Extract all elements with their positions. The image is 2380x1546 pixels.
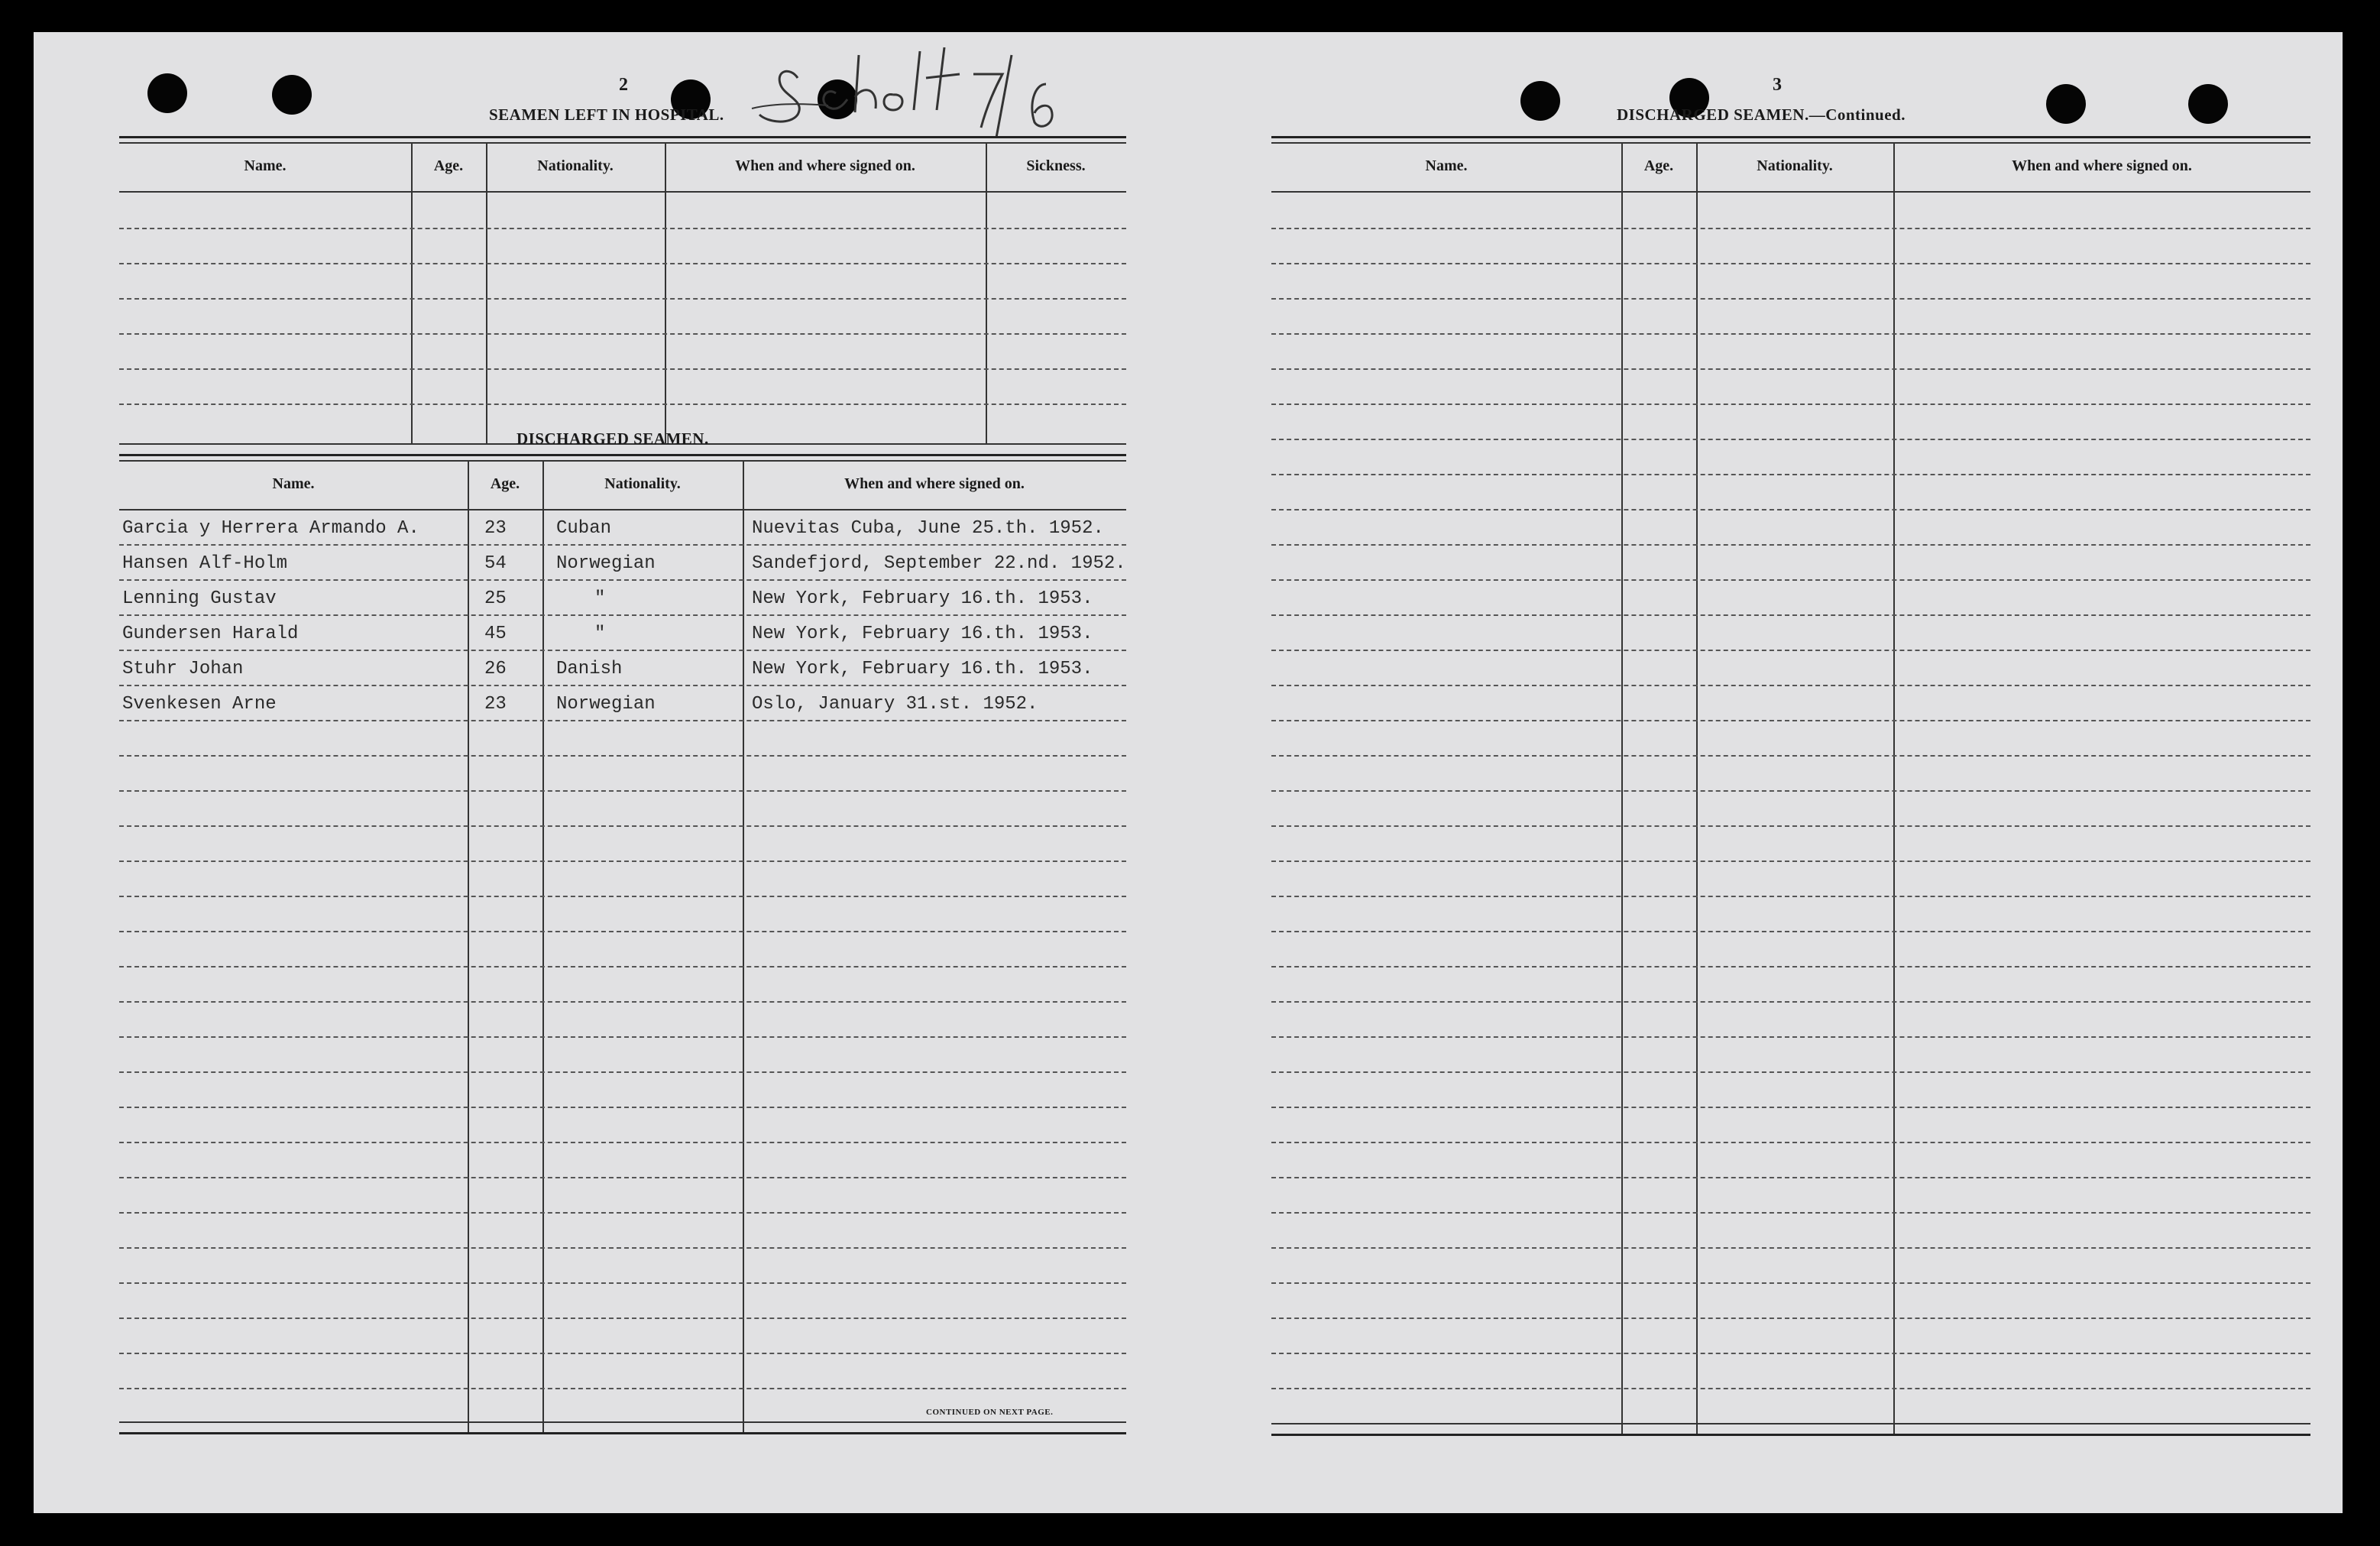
ruled-line xyxy=(1271,650,2310,651)
table-row xyxy=(34,588,1180,619)
ruled-line xyxy=(119,1177,1126,1178)
ruled-line xyxy=(119,1001,1126,1003)
ruled-line xyxy=(119,1247,1126,1249)
punch-hole xyxy=(2188,84,2228,124)
seaman-nationality: " xyxy=(594,588,606,609)
handwritten-note xyxy=(744,32,1065,147)
ruled-line xyxy=(1271,579,2310,581)
seaman-signed-on: New York, February 16.th. 1953. xyxy=(752,624,1093,644)
seaman-nationality: Cuban xyxy=(556,518,612,539)
ruled-line xyxy=(119,825,1126,827)
punch-hole xyxy=(272,75,312,115)
document-sheet xyxy=(34,32,2343,1513)
discharged-col-age: Age. xyxy=(490,475,520,492)
ruled-line xyxy=(119,1353,1126,1354)
hospital-col-nationality: Nationality. xyxy=(537,157,614,174)
continued-note: CONTINUED ON NEXT PAGE. xyxy=(926,1408,1054,1417)
punch-hole xyxy=(2046,84,2086,124)
seaman-age: 23 xyxy=(484,694,507,715)
right-col-nationality: Nationality. xyxy=(1757,157,1833,174)
ruled-line xyxy=(119,1142,1126,1143)
ruled-line xyxy=(119,966,1126,967)
ruled-line xyxy=(1271,1388,2310,1389)
seaman-name: Hansen Alf-Holm xyxy=(122,553,288,574)
ruled-line xyxy=(1271,1142,2310,1143)
seaman-name: Gundersen Harald xyxy=(122,624,299,644)
seaman-signed-on: New York, February 16.th. 1953. xyxy=(752,588,1093,609)
ruled-line xyxy=(1271,1353,2310,1354)
seaman-age: 54 xyxy=(484,553,507,574)
ruled-line xyxy=(1271,861,2310,862)
seaman-signed-on: New York, February 16.th. 1953. xyxy=(752,659,1093,679)
ruled-line xyxy=(1271,1177,2310,1178)
seaman-nationality: " xyxy=(594,624,606,644)
discharged-col-nationality: Nationality. xyxy=(604,475,681,492)
ruled-line xyxy=(1271,614,2310,616)
page-number-left: 2 xyxy=(619,75,628,95)
ruled-line xyxy=(119,1036,1126,1038)
punch-hole xyxy=(147,73,187,113)
ruled-line xyxy=(1271,368,2310,370)
hospital-col-sickness: Sickness. xyxy=(1026,157,1086,174)
ruled-line xyxy=(1271,228,2310,229)
ruled-line xyxy=(1271,1212,2310,1214)
ruled-line xyxy=(1271,1001,2310,1003)
ruled-line xyxy=(119,861,1126,862)
ruled-line xyxy=(1271,1036,2310,1038)
seaman-age: 23 xyxy=(484,518,507,539)
seaman-name: Lenning Gustav xyxy=(122,588,277,609)
punch-hole xyxy=(1520,81,1560,121)
ruled-line xyxy=(119,1212,1126,1214)
table-row xyxy=(34,553,1180,584)
ruled-line xyxy=(119,1071,1126,1073)
ruled-line xyxy=(119,790,1126,792)
ruled-line xyxy=(1271,263,2310,264)
ruled-line xyxy=(119,931,1126,932)
discharged-col-name: Name. xyxy=(272,475,315,492)
ruled-line xyxy=(1271,896,2310,897)
hospital-col-age: Age. xyxy=(433,157,464,174)
seaman-signed-on: Nuevitas Cuba, June 25.th. 1952. xyxy=(752,518,1104,539)
ruled-line xyxy=(1271,474,2310,475)
seaman-age: 25 xyxy=(484,588,507,609)
seaman-signed-on: Sandefjord, September 22.nd. 1952. xyxy=(752,553,1126,574)
page-number-right: 3 xyxy=(1773,75,1782,95)
hospital-col-signed-on: When and where signed on. xyxy=(735,157,915,174)
ruled-line xyxy=(119,896,1126,897)
ruled-line xyxy=(1271,720,2310,721)
seaman-age: 45 xyxy=(484,624,507,644)
ruled-line xyxy=(119,1107,1126,1108)
seaman-nationality: Norwegian xyxy=(556,553,656,574)
ruled-line xyxy=(1271,931,2310,932)
ruled-line xyxy=(1271,790,2310,792)
discharged-col-signed-on: When and where signed on. xyxy=(844,475,1025,492)
seaman-signed-on: Oslo, January 31.st. 1952. xyxy=(752,694,1038,715)
seaman-name: Stuhr Johan xyxy=(122,659,244,679)
discharged-continued-title: DISCHARGED SEAMEN.—Continued. xyxy=(1617,105,1906,124)
seaman-name: Garcia y Herrera Armando A. xyxy=(122,518,419,539)
ruled-line xyxy=(1271,825,2310,827)
right-col-age: Age. xyxy=(1643,157,1674,174)
ruled-line xyxy=(1271,298,2310,300)
table-row xyxy=(34,659,1180,689)
seaman-nationality: Norwegian xyxy=(556,694,656,715)
ruled-line xyxy=(119,1282,1126,1284)
hospital-section-title: SEAMEN LEFT IN HOSPITAL. xyxy=(489,105,724,124)
ruled-line xyxy=(1271,544,2310,546)
ruled-line xyxy=(1271,1071,2310,1073)
table-row xyxy=(34,694,1180,724)
ruled-line xyxy=(1271,755,2310,757)
table-row xyxy=(34,518,1180,549)
ruled-line xyxy=(1271,1247,2310,1249)
discharged-section-title: DISCHARGED SEAMEN. xyxy=(516,429,709,448)
right-col-name: Name. xyxy=(1425,157,1468,174)
ruled-line xyxy=(119,1318,1126,1319)
ruled-line xyxy=(1271,1282,2310,1284)
ruled-line xyxy=(1271,1107,2310,1108)
table-row xyxy=(34,624,1180,654)
ruled-line xyxy=(1271,1318,2310,1319)
ruled-line xyxy=(119,755,1126,757)
ruled-line xyxy=(1271,333,2310,335)
ruled-line xyxy=(119,1388,1126,1389)
right-col-signed-on: When and where signed on. xyxy=(2012,157,2192,174)
ruled-line xyxy=(1271,509,2310,510)
seaman-name: Svenkesen Arne xyxy=(122,694,277,715)
ruled-line xyxy=(1271,685,2310,686)
seaman-age: 26 xyxy=(484,659,507,679)
ruled-line xyxy=(1271,439,2310,440)
seaman-nationality: Danish xyxy=(556,659,623,679)
ruled-line xyxy=(1271,966,2310,967)
ruled-line xyxy=(1271,404,2310,405)
hospital-col-name: Name. xyxy=(244,157,287,174)
